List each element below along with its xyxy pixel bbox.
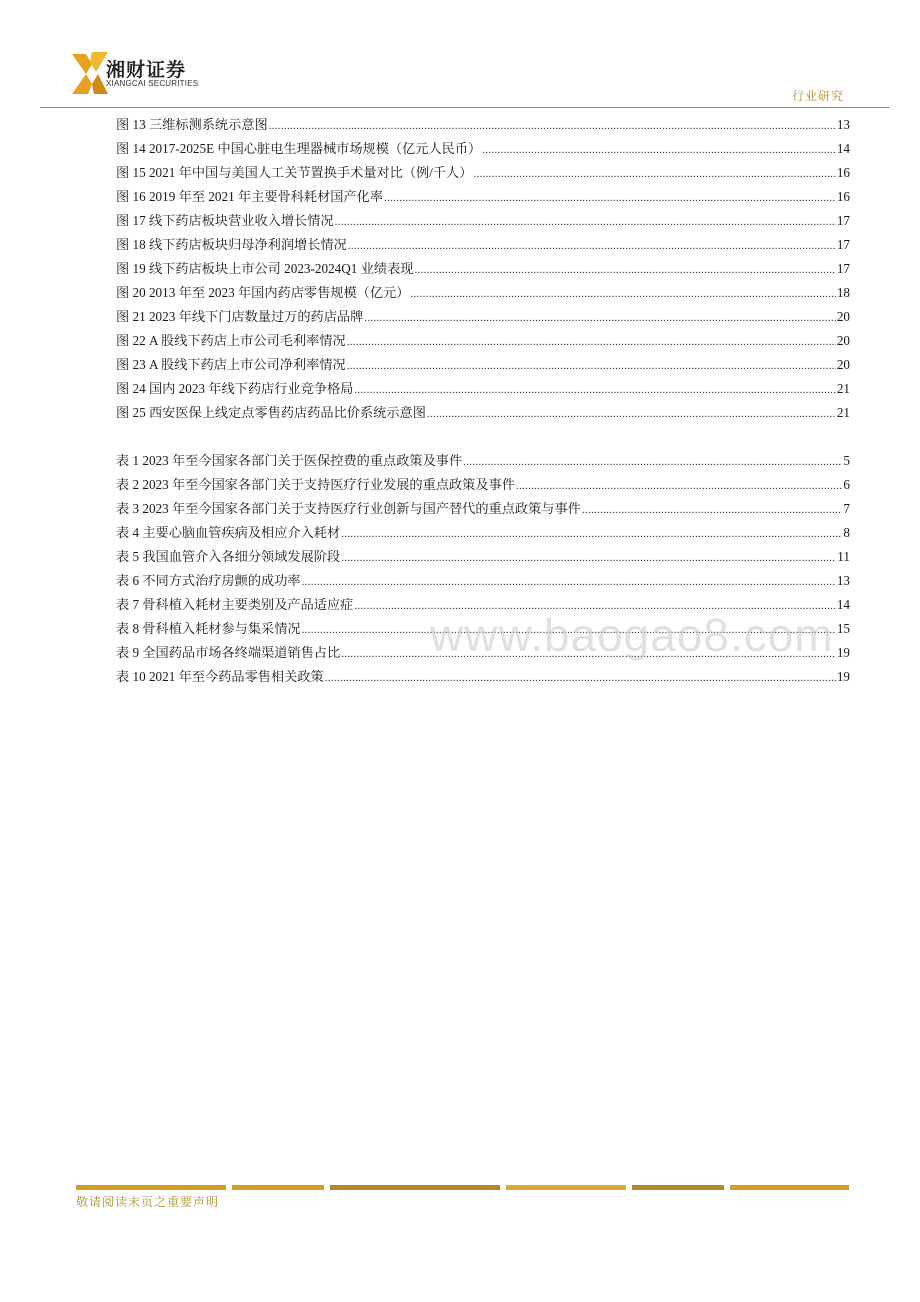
toc-leader (335, 210, 836, 234)
toc-label: 表 1 2023 年至今国家各部门关于医保控费的重点政策及事件 (116, 453, 463, 468)
footer-bar-segment (632, 1185, 724, 1190)
toc-label: 表 3 2023 年至今国家各部门关于支持医疗行业创新与国产替代的重点政策与事件 (116, 501, 581, 516)
toc-page-number: 8 (843, 525, 850, 540)
toc-label: 表 4 主要心脑血管疾病及相应介入耗材 (116, 525, 341, 540)
toc-leader (384, 186, 836, 210)
toc-page-number: 20 (836, 357, 850, 372)
toc-row-table[interactable] (116, 545, 850, 569)
toc-leader (341, 546, 836, 570)
toc-page-number: 11 (837, 549, 850, 564)
toc-page-number: 19 (836, 645, 850, 660)
toc-page-number: 21 (836, 405, 850, 420)
toc-page-number: 17 (836, 237, 850, 252)
footer-color-bar (76, 1185, 849, 1190)
toc-leader (516, 474, 842, 498)
toc-label: 表 10 2021 年至今药品零售相关政策 (116, 669, 324, 684)
toc-label: 图 16 2019 年至 2021 年主要骨科耗材国产化率 (116, 189, 384, 204)
toc-leader (473, 162, 835, 186)
report-category: 行业研究 (791, 89, 844, 103)
toc-label: 图 14 2017-2025E 中国心脏电生理器械市场规模（亿元人民币） (116, 141, 482, 156)
toc-row-table[interactable] (116, 449, 850, 473)
toc-label: 表 2 2023 年至今国家各部门关于支持医疗行业发展的重点政策及事件 (116, 477, 515, 492)
toc-page-number: 6 (843, 477, 850, 492)
toc-row-figure[interactable] (116, 137, 850, 161)
toc-row-figure[interactable] (116, 209, 850, 233)
toc-row-table[interactable] (116, 569, 850, 593)
toc-page-number: 17 (836, 213, 850, 228)
toc-row-figure[interactable] (116, 401, 850, 425)
toc-page-number: 5 (843, 453, 850, 468)
footer-bar-segment (730, 1185, 849, 1190)
toc-page-number: 13 (836, 117, 850, 132)
toc-row-figure[interactable] (116, 257, 850, 281)
toc-row-table[interactable] (116, 473, 850, 497)
toc-leader (414, 258, 835, 282)
toc-row-figure[interactable] (116, 377, 850, 401)
toc-label: 图 13 三维标测系统示意图 (116, 117, 268, 132)
toc-leader (463, 450, 842, 474)
toc-label: 图 22 A 股线下药店上市公司毛利率情况 (116, 333, 346, 348)
xiangcai-logo-icon (70, 50, 110, 98)
toc-page-number: 14 (836, 141, 850, 156)
toc-page-number: 14 (836, 597, 850, 612)
toc-label: 图 18 线下药店板块归母净利润增长情况 (116, 237, 347, 252)
toc-label: 图 17 线下药店板块营业收入增长情况 (116, 213, 334, 228)
toc-page-number: 16 (836, 189, 850, 204)
toc-label: 表 5 我国血管介入各细分领域发展阶段 (116, 549, 341, 564)
toc-leader (347, 354, 836, 378)
toc-leader (347, 330, 836, 354)
toc-row-table[interactable] (116, 521, 850, 545)
brand-name-cn: 湘财证券 (106, 59, 187, 81)
toc-row-figure[interactable] (116, 161, 850, 185)
toc-page-number: 13 (836, 573, 850, 588)
toc-page-number: 20 (836, 309, 850, 324)
toc-page-number: 21 (836, 381, 850, 396)
toc-row-figure[interactable] (116, 305, 850, 329)
toc-row-figure[interactable] (116, 233, 850, 257)
toc-leader (302, 570, 836, 594)
toc-leader (269, 114, 836, 138)
footer-bar-segment (76, 1185, 226, 1190)
toc-leader (325, 666, 836, 690)
toc-label: 图 21 2023 年线下门店数量过万的药店品牌 (116, 309, 364, 324)
toc-row-figure[interactable] (116, 329, 850, 353)
footer-bar-segment (506, 1185, 626, 1190)
toc-label: 图 19 线下药店板块上市公司 2023-2024Q1 业绩表现 (116, 261, 414, 276)
toc-label: 图 20 2013 年至 2023 年国内药店零售规模（亿元） (116, 285, 410, 300)
toc-page-number: 18 (836, 285, 850, 300)
toc-row-figure[interactable] (116, 281, 850, 305)
toc-leader (341, 522, 842, 546)
toc-leader (482, 138, 836, 162)
toc-label: 图 15 2021 年中国与美国人工关节置换手术量对比（例/千人） (116, 165, 473, 180)
toc-leader (427, 402, 836, 426)
figure-index (116, 113, 850, 425)
toc-label: 图 25 西安医保上线定点零售药店药品比价系统示意图 (116, 405, 426, 420)
footer-bar-segment (330, 1185, 500, 1190)
toc-row-table[interactable] (116, 497, 850, 521)
toc-page-number: 15 (836, 621, 850, 636)
toc-label: 表 6 不同方式治疗房颤的成功率 (116, 573, 301, 588)
watermark: www.baogao8.com (430, 609, 834, 661)
footer-disclaimer-note: 敬请阅读末页之重要声明 (76, 1195, 220, 1209)
toc-leader (582, 498, 843, 522)
toc-leader (410, 282, 835, 306)
header-divider (40, 107, 890, 108)
toc-label: 表 7 骨科植入耗材主要类别及产品适应症 (116, 597, 354, 612)
toc-row-figure[interactable] (116, 353, 850, 377)
toc-leader (364, 306, 836, 330)
page-header (0, 0, 920, 110)
toc-label: 表 8 骨科植入耗材参与集采情况 (116, 621, 301, 636)
toc-leader (354, 378, 835, 402)
toc-page-number: 7 (843, 501, 850, 516)
toc-label: 图 24 国内 2023 年线下药店行业竞争格局 (116, 381, 354, 396)
toc-row-figure[interactable] (116, 185, 850, 209)
toc-page-number: 16 (836, 165, 850, 180)
toc-leader (348, 234, 836, 258)
toc-row-figure[interactable] (116, 113, 850, 137)
footer-bar-segment (232, 1185, 324, 1190)
toc-label: 表 9 全国药品市场各终端渠道销售占比 (116, 645, 341, 660)
toc-page-number: 20 (836, 333, 850, 348)
toc-label: 图 23 A 股线下药店上市公司净利率情况 (116, 357, 346, 372)
toc-page-number: 17 (836, 261, 850, 276)
brand-name-en: XIANGCAI SECURITIES (106, 79, 199, 88)
toc-row-table[interactable] (116, 665, 850, 689)
toc-page-number: 19 (836, 669, 850, 684)
